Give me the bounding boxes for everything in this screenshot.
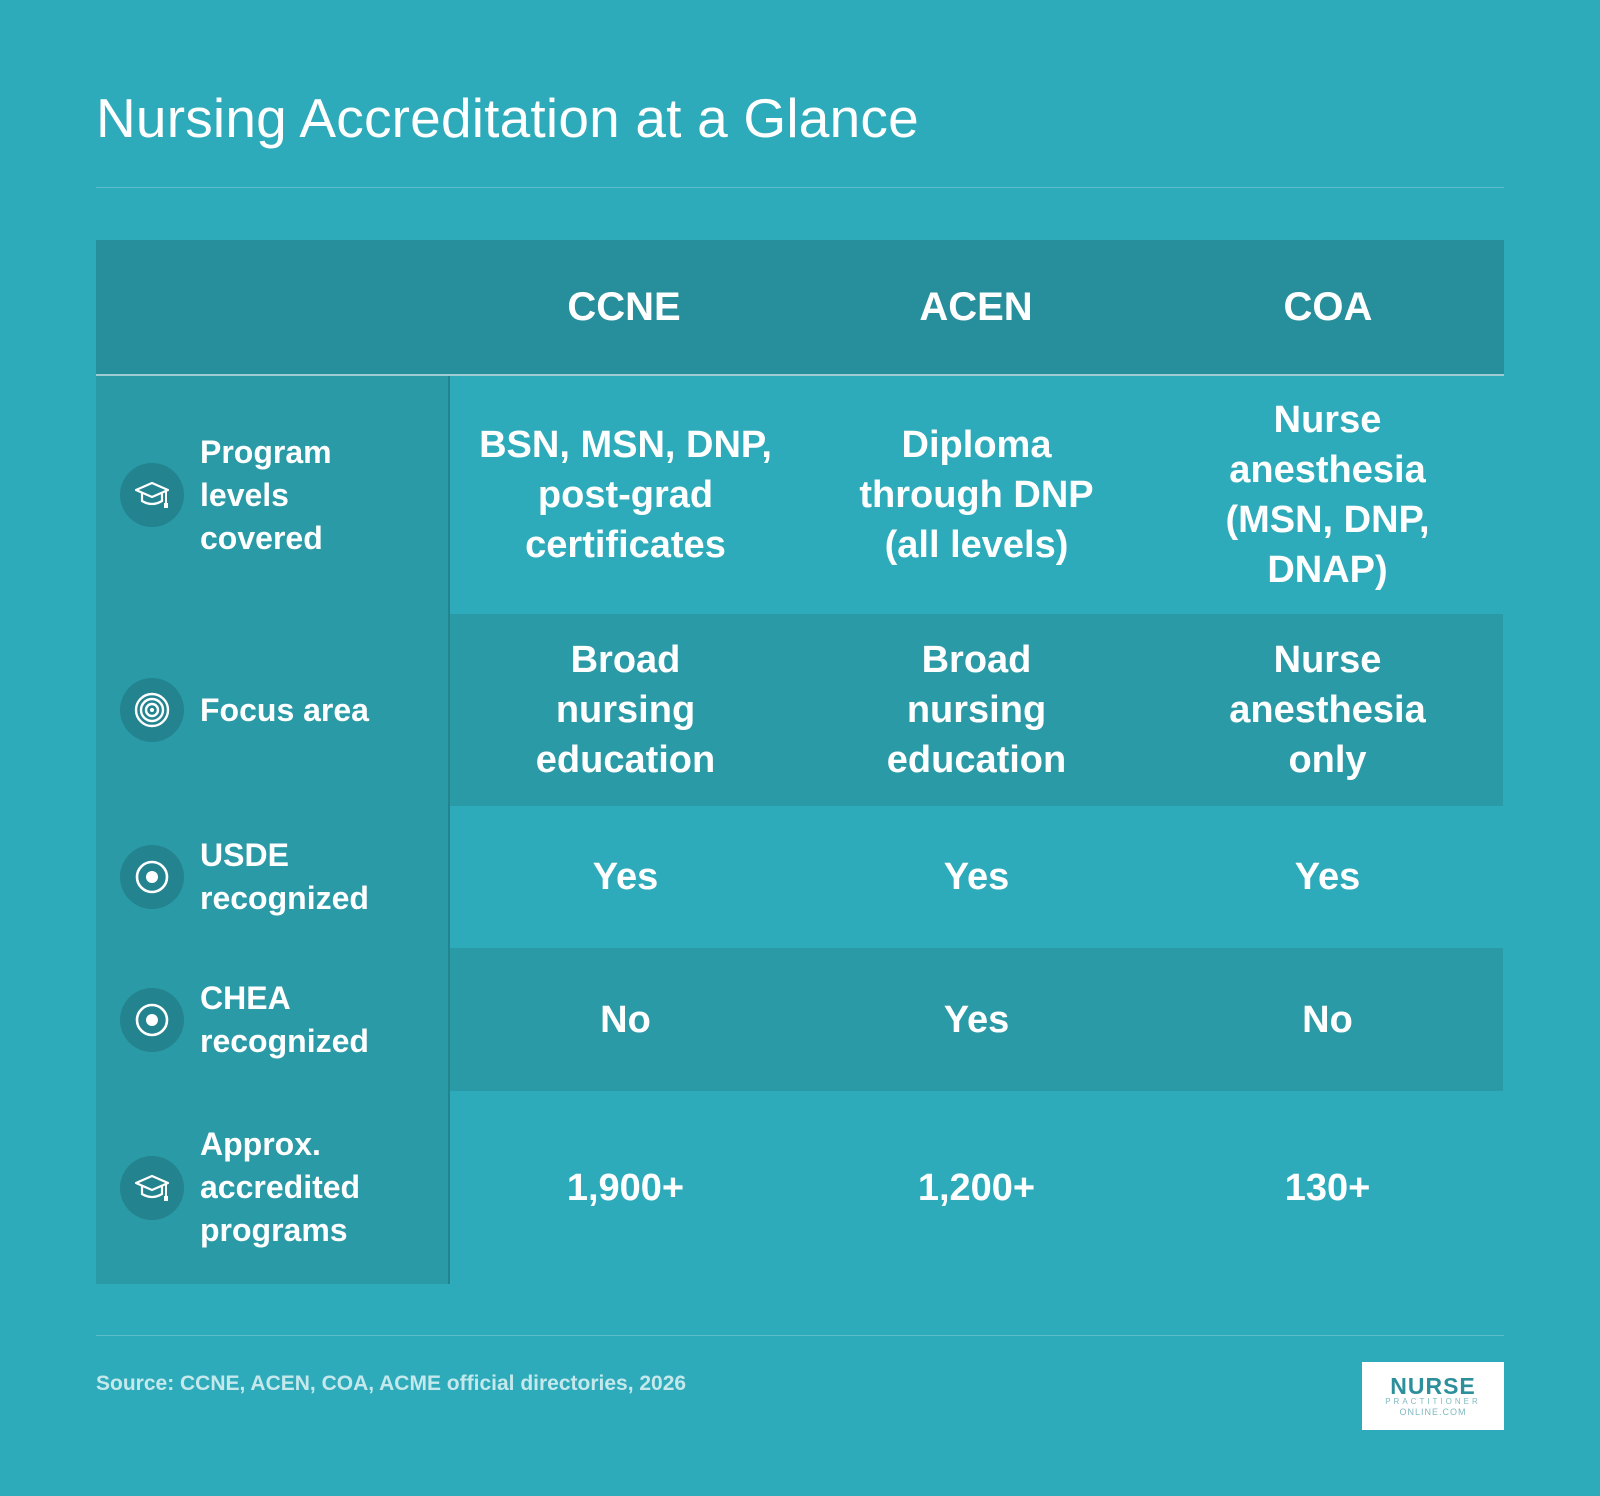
- title-divider: [96, 187, 1504, 188]
- target-icon: [120, 678, 184, 742]
- row-label-text: USDE recognized: [200, 837, 369, 916]
- table-row: [96, 614, 1504, 806]
- row-label-text: Program levels covered: [200, 433, 332, 556]
- table-row: [96, 1091, 1504, 1284]
- source-note: Source: CCNE, ACEN, COA, ACME official directories, 2026: [96, 1372, 687, 1395]
- graduation-cap-icon: [120, 463, 184, 527]
- cell-ccne: No: [450, 948, 801, 1091]
- logo-line-2: PRACTITIONER: [1385, 1396, 1481, 1406]
- page-title: Nursing Accreditation at a Glance: [96, 87, 919, 149]
- column-header-coa: COA: [1283, 284, 1373, 329]
- comparison-table: [96, 240, 1504, 1284]
- row-label-text: CHEA recognized: [200, 979, 369, 1059]
- cell-coa: 130+: [1152, 1091, 1503, 1284]
- table-row: [96, 948, 1504, 1091]
- cell-ccne: Broad nursing education: [450, 614, 801, 806]
- cell-coa: Nurse anesthesia (MSN, DNP, DNAP): [1152, 376, 1503, 614]
- logo-line-1: NURSE: [1390, 1372, 1476, 1399]
- cell-acen: 1,200+: [801, 1091, 1152, 1284]
- logo-line-3: ONLINE.COM: [1399, 1406, 1467, 1417]
- column-header-acen: ACEN: [919, 284, 1033, 329]
- footer-divider: [96, 1335, 1504, 1336]
- header-blank-cell: [96, 240, 448, 374]
- cell-coa: No: [1152, 948, 1503, 1091]
- graduation-cap-icon: [120, 1156, 184, 1220]
- cell-acen: Broad nursing education: [801, 614, 1152, 806]
- table-header: [96, 240, 1504, 376]
- row-label: [96, 376, 450, 614]
- row-label: [96, 948, 450, 1091]
- cell-acen: Diploma through DNP (all levels): [801, 376, 1152, 614]
- table-row: [96, 806, 1504, 948]
- cell-coa: Nurse anesthesia only: [1152, 614, 1503, 806]
- row-label: [96, 1091, 450, 1284]
- cell-acen: Yes: [801, 806, 1152, 948]
- cell-acen: Yes: [801, 948, 1152, 1091]
- radio-dot-icon: [120, 845, 184, 909]
- column-header-ccne: CCNE: [567, 284, 681, 329]
- row-label-text: Approx. accredited programs: [200, 1126, 361, 1248]
- table-row: [96, 376, 1504, 614]
- cell-coa: Yes: [1152, 806, 1503, 948]
- row-label: [96, 614, 450, 806]
- radio-dot-icon: [120, 988, 184, 1052]
- brand-logo: [1362, 1362, 1504, 1430]
- cell-ccne: 1,900+: [450, 1091, 801, 1284]
- cell-ccne: BSN, MSN, DNP, post-grad certificates: [450, 376, 801, 614]
- row-label: [96, 806, 450, 948]
- row-label-text: Focus area: [200, 691, 369, 728]
- cell-ccne: Yes: [450, 806, 801, 948]
- table-body: [96, 376, 1504, 1284]
